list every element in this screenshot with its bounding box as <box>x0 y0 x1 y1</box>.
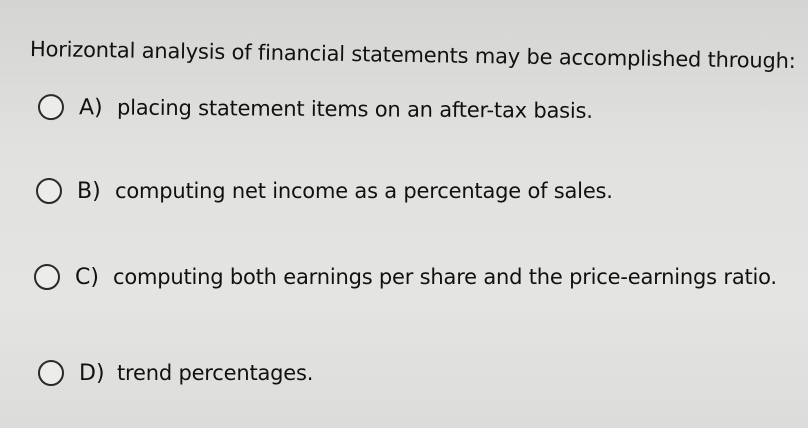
option-letter-d: D) <box>79 360 105 386</box>
question-text: Horizontal analysis of financial statements may be accomplished through: <box>29 37 796 74</box>
option-text-c: computing both earnings per share and the price-earnings ratio. <box>113 265 777 289</box>
answer-option-b[interactable] <box>36 178 613 204</box>
option-text-d: trend percentages. <box>117 361 314 385</box>
radio-button-b[interactable] <box>36 178 62 204</box>
option-letter-b: B) <box>77 178 101 204</box>
answer-option-a[interactable] <box>38 94 593 124</box>
option-letter-a: A) <box>78 94 103 120</box>
answer-option-d[interactable] <box>38 360 313 386</box>
radio-button-d[interactable] <box>38 360 64 386</box>
answer-option-c[interactable] <box>34 264 777 290</box>
radio-button-c[interactable] <box>34 264 60 290</box>
radio-button-a[interactable] <box>38 94 64 120</box>
option-text-b: computing net income as a percentage of sales. <box>115 179 613 203</box>
option-text-a: placing statement items on an after-tax basis. <box>116 95 593 123</box>
option-letter-c: C) <box>75 264 99 290</box>
